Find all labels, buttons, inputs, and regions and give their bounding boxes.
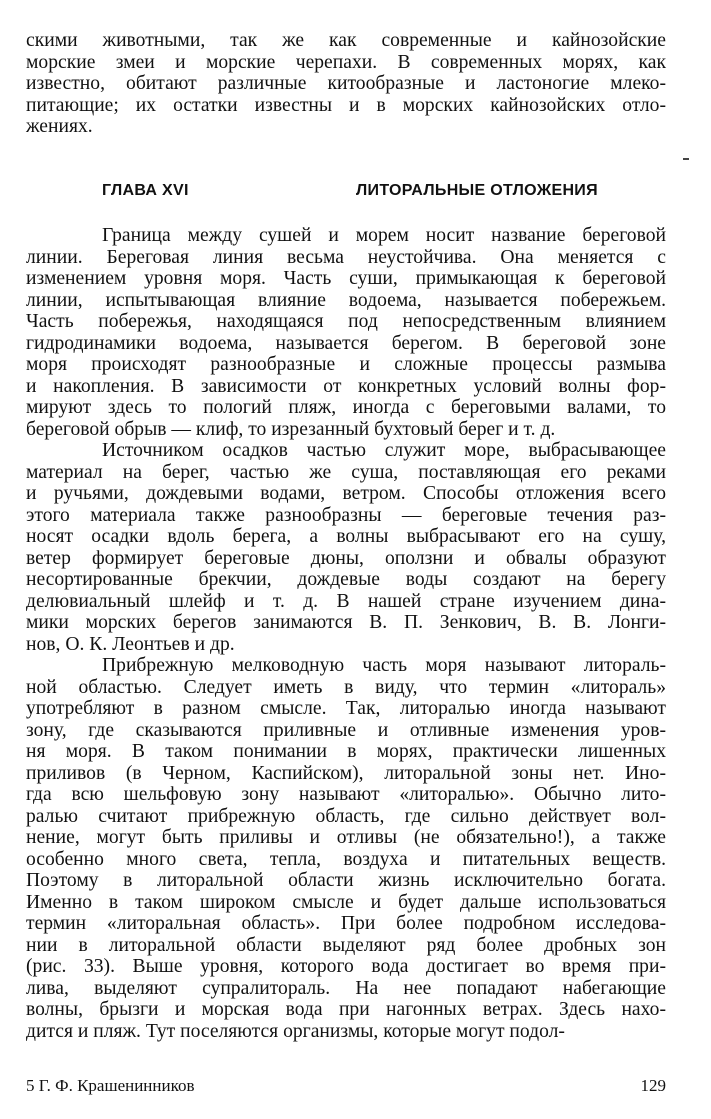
text-line: ной областью. Следует иметь в виду, что термин «литораль» <box>26 676 666 698</box>
text-line: ралью считают прибрежную область, где сильно действует вол- <box>26 805 666 827</box>
text-line: дится и пляж. Тут поселяются организмы, которые могут подол- <box>26 1020 565 1042</box>
text-line: Поэтому в литоральной области жизнь исключительно богата. <box>26 870 666 891</box>
paragraph-1 <box>26 225 666 440</box>
text-line: питающие; их остатки известны и в морских кайнозойских отло- <box>26 94 666 116</box>
text-line: гда всю шельфовую зону называют «литоралью». Обычно лито- <box>26 784 666 805</box>
chapter-heading <box>26 182 666 204</box>
text-line: Граница между сушей и морем носит название береговой <box>102 225 666 246</box>
text-line: нов, О. К. Леонтьев и др. <box>26 633 235 655</box>
chapter-title: ЛИТОРАЛЬНЫЕ ОТЛОЖЕНИЯ <box>356 182 598 199</box>
text-line: нение, могут быть приливы и отливы (не обязательно!), а также <box>26 827 666 848</box>
text-line: носят осадки вдоль берега, а волны выбрасывают его на сушу, <box>26 526 666 547</box>
text-line: делювиальный шлейф и т. д. В нашей стране изучением дина- <box>26 590 666 612</box>
text-line: и накопления. В зависимости от конкретных условий волны фор- <box>26 375 666 397</box>
text-line: линии, испытывающая влияние водоема, называется побережьем. <box>26 289 666 311</box>
paragraph-2 <box>26 440 666 655</box>
text-line: морские змеи и морские черепахи. В современных морях, как <box>26 51 666 73</box>
printer-signature: 5 Г. Ф. Крашенинников <box>26 1076 195 1095</box>
text-line: Часть побережья, находящаяся под непосредственным влиянием <box>26 311 666 332</box>
text-line: мируют здесь то пологий пляж, иногда с береговыми валами, то <box>26 397 666 418</box>
chapter-number: ГЛАВА XVI <box>102 182 189 199</box>
page-footer <box>26 1076 666 1098</box>
text-line: материал на берег, частью же суша, поставляющая его реками <box>26 461 666 483</box>
text-line: нии в литоральной области выделяют ряд более дробных зон <box>26 934 666 956</box>
text-line: ня моря. В таком понимании в морях, практически лишенных <box>26 741 666 762</box>
text-line: приливов (в Черном, Каспийском), литоральной зоны нет. Ино- <box>26 762 666 784</box>
text-line: употребляют в разном смысле. Так, литоралью иногда называют <box>26 698 666 719</box>
text-line: Источником осадков частью служит море, выбрасывающее <box>102 440 666 461</box>
text-line: жениях. <box>26 116 93 137</box>
text-line: особенно много света, тепла, воздуха и питательных веществ. <box>26 848 666 870</box>
text-line: и ручьями, дождевыми водами, ветром. Способы отложения всего <box>26 483 666 504</box>
text-line: несортированные брекчии, дождевые воды создают на берегу <box>26 569 666 590</box>
text-line: волны, брызги и морская вода при нагонных ветрах. Здесь нахо- <box>26 999 666 1020</box>
text-line: изменением уровня моря. Часть суши, примыкающая к береговой <box>26 268 666 289</box>
text-line: гидродинамики водоема, называется берегом. В береговой зоне <box>26 332 666 354</box>
text-line: зону, где сказываются приливные и отливные изменения уров- <box>26 719 666 741</box>
top-text <box>26 30 666 138</box>
text-line: (рис. 33). Выше уровня, которого вода достигает во время при- <box>26 956 666 977</box>
margin-mark <box>683 158 689 160</box>
text-line: Именно в таком широком смысле и будет дальше использоваться <box>26 891 666 913</box>
text-line: линии. Береговая линия весьма неустойчива. Она меняется с <box>26 246 666 268</box>
text-line: ветер формирует береговые дюны, оползни и обвалы образуют <box>26 547 666 569</box>
paragraph-3 <box>26 655 666 1042</box>
text-line: Прибрежную мелководную часть моря называют литораль- <box>102 655 666 676</box>
text-line: известно, обитают различные китообразные и ластоногие млеко- <box>26 73 666 94</box>
text-line: этого материала также разнообразны — береговые течения раз- <box>26 504 666 526</box>
text-line: береговой обрыв — клиф, то изрезанный бухтовый берег и т. д. <box>26 418 556 440</box>
page-number: 129 <box>640 1076 666 1095</box>
text-line: моря происходят разнообразные и сложные процессы размыва <box>26 354 666 375</box>
text-line: мики морских берегов занимаются В. П. Зенкович, В. В. Лонги- <box>26 612 666 633</box>
text-line: лива, выделяют супралитораль. На нее попадают набегающие <box>26 977 666 999</box>
text-line: скими животными, так же как современные и кайнозойские <box>26 30 666 51</box>
text-line: термин «литоральная область». При более подробном исследова- <box>26 913 666 934</box>
